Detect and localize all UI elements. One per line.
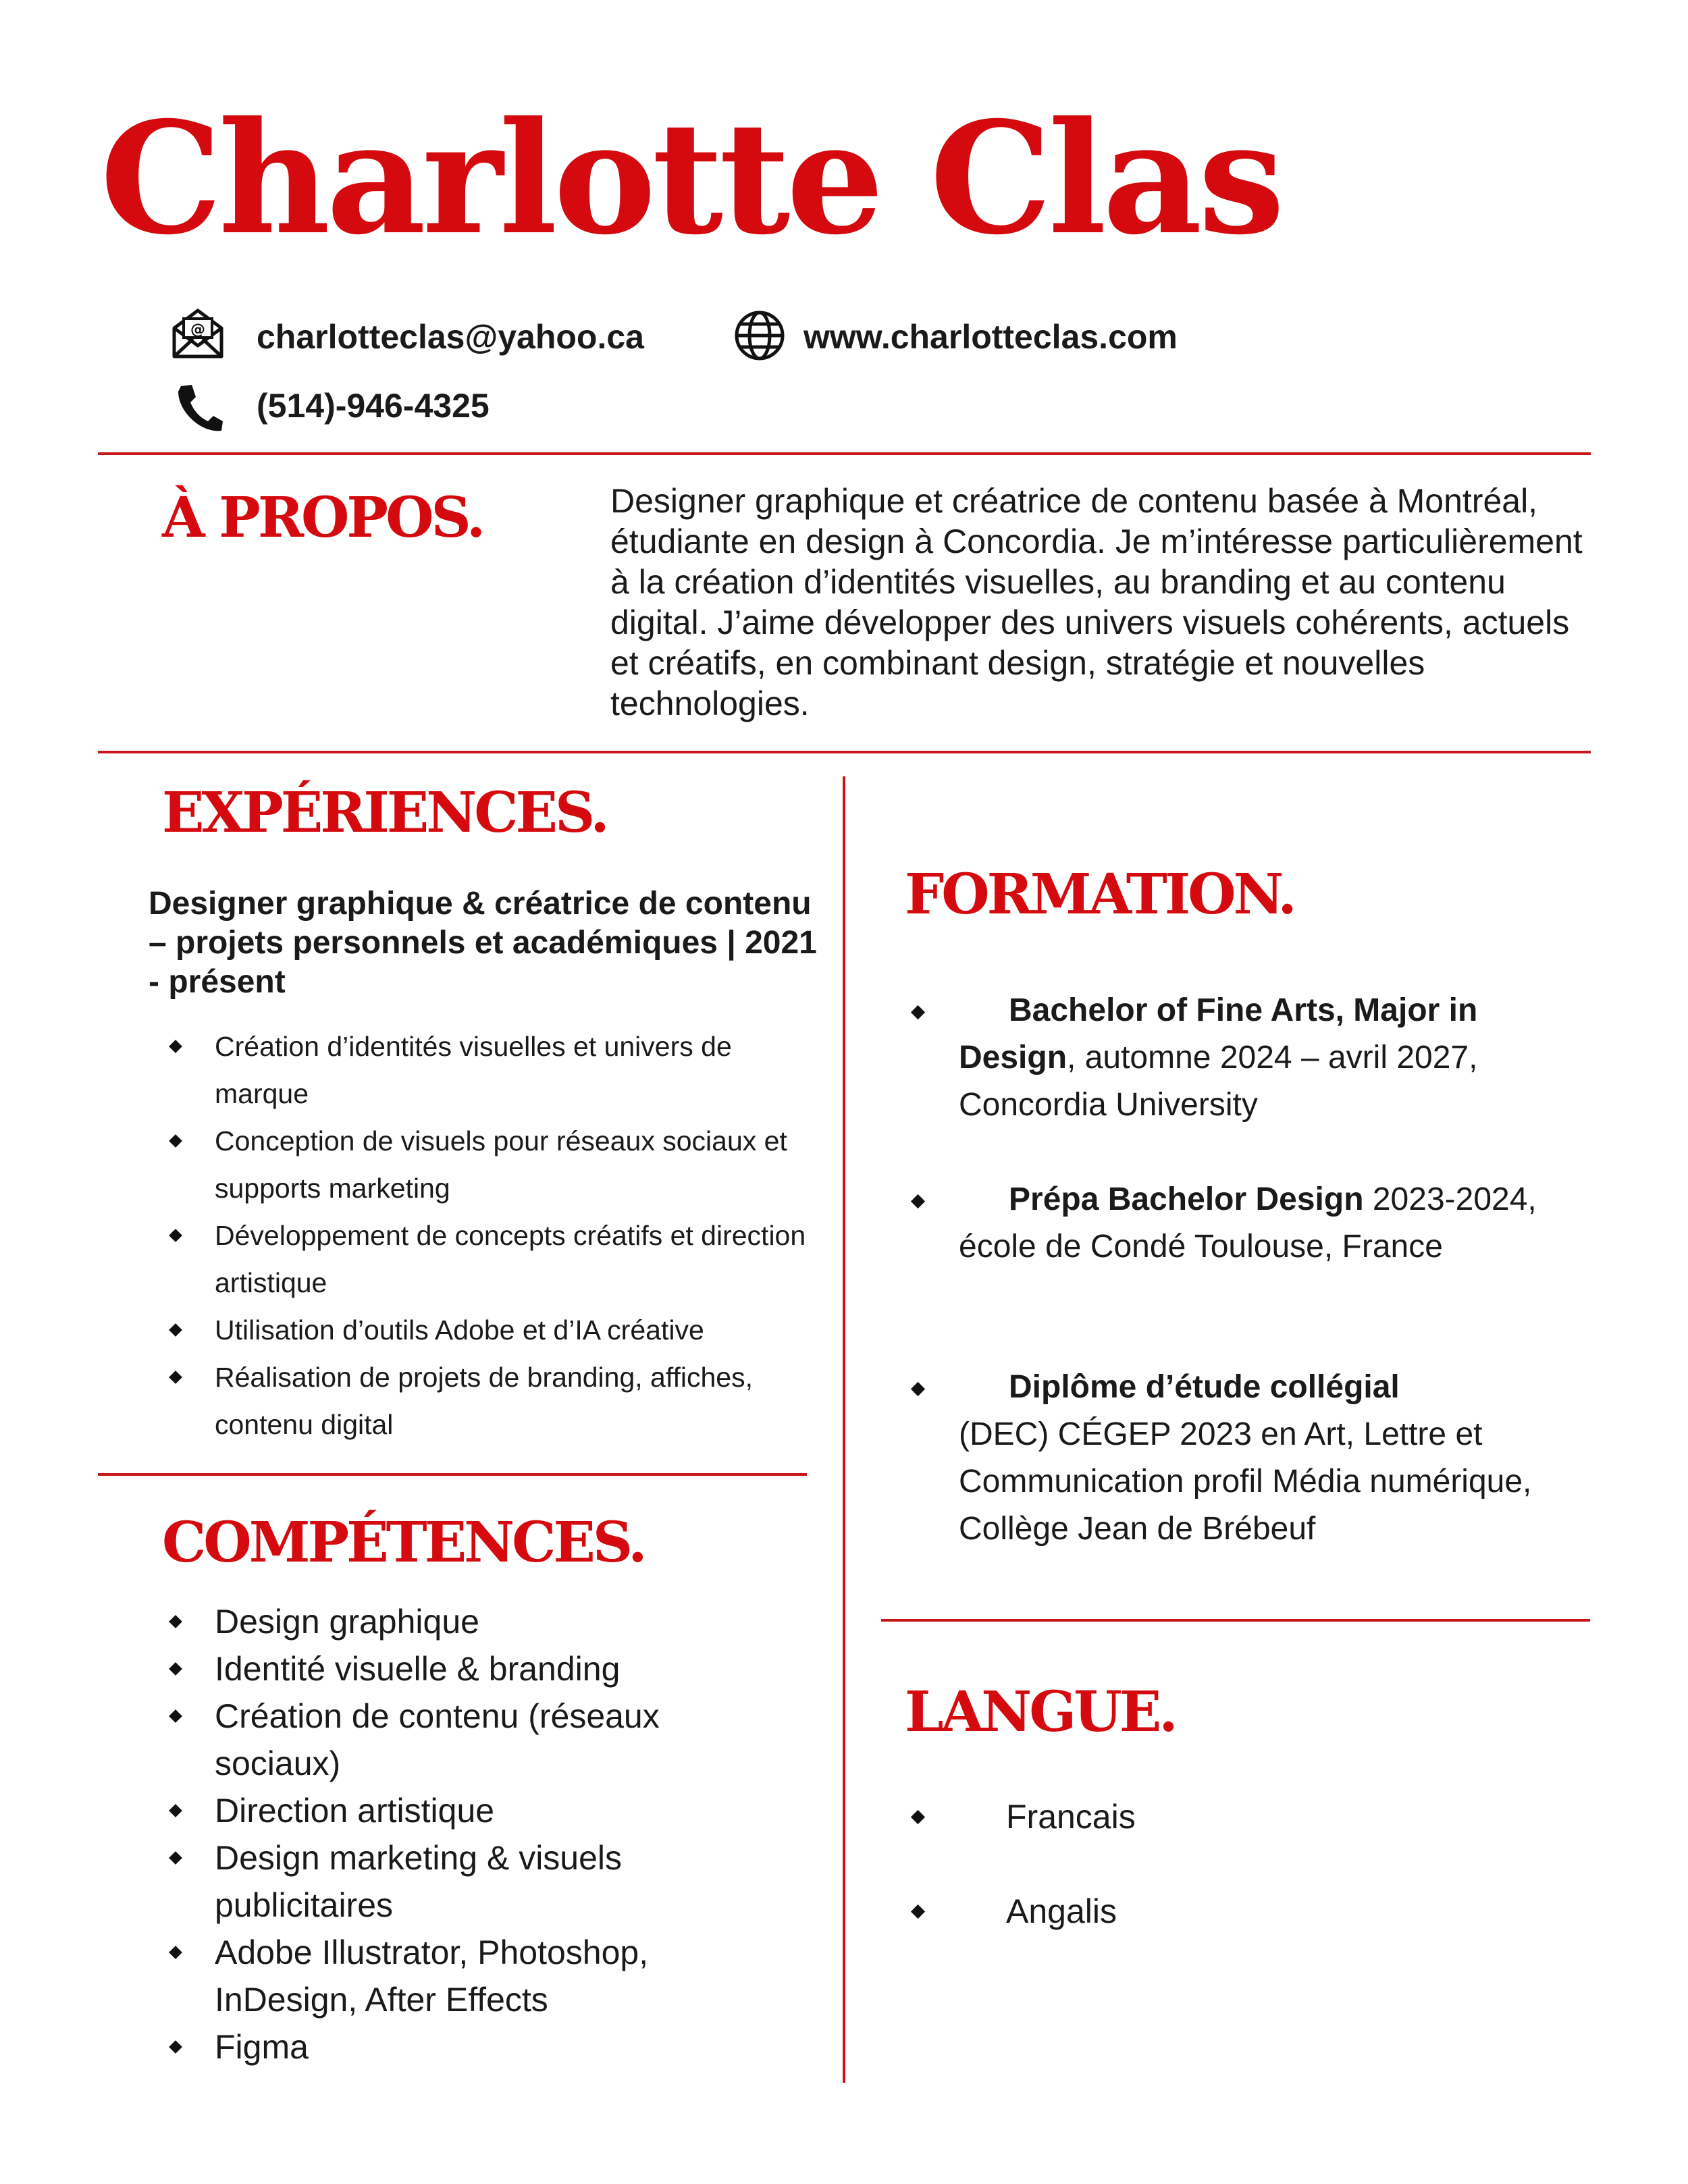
language-item: Angalis <box>905 1888 1117 1935</box>
list-item: Design marketing & visuels publicitaires <box>149 1834 756 1929</box>
education-heading: FORMATION. <box>905 862 1294 927</box>
phone-icon <box>174 382 224 433</box>
education-title: Diplôme d’étude collégial <box>1009 1369 1400 1405</box>
bullet-icon <box>169 1851 182 1865</box>
experiences-heading: EXPÉRIENCES. <box>162 780 607 845</box>
skills-list <box>149 1598 756 2071</box>
bullet-icon <box>169 2040 182 2054</box>
about-text: Designer graphique et créatrice de contenu basée à Montréal, étudiante en design à Concordia. Je m’intéresse particulièrement à la création d’identités visuelles, au branding et au contenu digital. J’aime développer des univers visuels cohérents, actuels et créatifs, en combinant design, stratégie et nouvelles technologies. <box>610 482 1583 722</box>
bullet-icon <box>169 1662 182 1676</box>
divider-top <box>98 452 1591 455</box>
bullet-icon <box>169 1946 182 1959</box>
list-item: Figma <box>149 2023 756 2071</box>
list-item: Design graphique <box>149 1598 756 1645</box>
languages-heading: LANGUE. <box>905 1680 1176 1744</box>
education-detail: 2023-2024, école de Condé Toulouse, France <box>959 1181 1537 1264</box>
about-heading: À PROPOS. <box>162 485 483 550</box>
list-item: Utilisation d’outils Adobe et d’IA créative <box>149 1306 824 1354</box>
list-item: Création de contenu (réseaux sociaux) <box>149 1693 756 1787</box>
job-title: Designer graphique & créatrice de contenu – projets personnels et académiques | 2021 - présent <box>149 886 817 1000</box>
education-item <box>905 1176 1580 1271</box>
list-item: Développement de concepts créatifs et direction artistique <box>149 1212 824 1306</box>
bullet-icon <box>169 1229 182 1242</box>
bullet-icon <box>169 1040 182 1053</box>
list-item: Adobe Illustrator, Photoshop, InDesign, After Effects <box>149 1929 756 2023</box>
phone-text[interactable]: (514)-946-4325 <box>257 387 490 425</box>
education-title: Prépa Bachelor Design <box>1009 1181 1364 1217</box>
bullet-icon <box>169 1709 182 1723</box>
list-item: Direction artistique <box>149 1787 756 1834</box>
email-icon <box>170 308 226 361</box>
svg-text:@: @ <box>190 321 205 338</box>
education-detail: (DEC) CÉGEP 2023 en Art, Lettre et Communication profil Média numérique, Collège Jean de Brébeuf <box>959 1416 1532 1547</box>
website-text[interactable]: www.charlotteclas.com <box>803 318 1178 356</box>
skills-heading: COMPÉTENCES. <box>162 1510 645 1575</box>
list-item: Réalisation de projets de branding, affiches, contenu digital <box>149 1354 824 1448</box>
divider-formation <box>881 1619 1590 1622</box>
email-text[interactable]: charlotteclas@yahoo.ca <box>257 318 644 356</box>
globe-icon <box>733 309 786 362</box>
divider-about <box>98 751 1591 753</box>
bullet-icon <box>169 1804 182 1817</box>
list-item: Création d’identités visuelles et univers de marque <box>149 1023 824 1117</box>
experience-list <box>149 1023 824 1448</box>
language-item: Francais <box>905 1793 1136 1840</box>
education-item <box>905 1364 1580 1553</box>
divider-experiences <box>98 1473 807 1476</box>
divider-vertical <box>843 776 845 2083</box>
bullet-icon <box>169 1323 182 1337</box>
list-item: Identité visuelle & branding <box>149 1645 756 1693</box>
candidate-name: Charlotte Clas <box>100 88 1282 269</box>
education-title: Bachelor of Fine Arts, Major in Design <box>959 992 1478 1075</box>
education-detail: , automne 2024 – avril 2027, Concordia University <box>959 1040 1478 1123</box>
list-item: Conception de visuels pour réseaux sociaux et supports marketing <box>149 1117 824 1212</box>
bullet-icon <box>169 1615 182 1628</box>
bullet-icon <box>169 1370 182 1384</box>
education-item <box>905 987 1580 1129</box>
bullet-icon <box>169 1134 182 1148</box>
